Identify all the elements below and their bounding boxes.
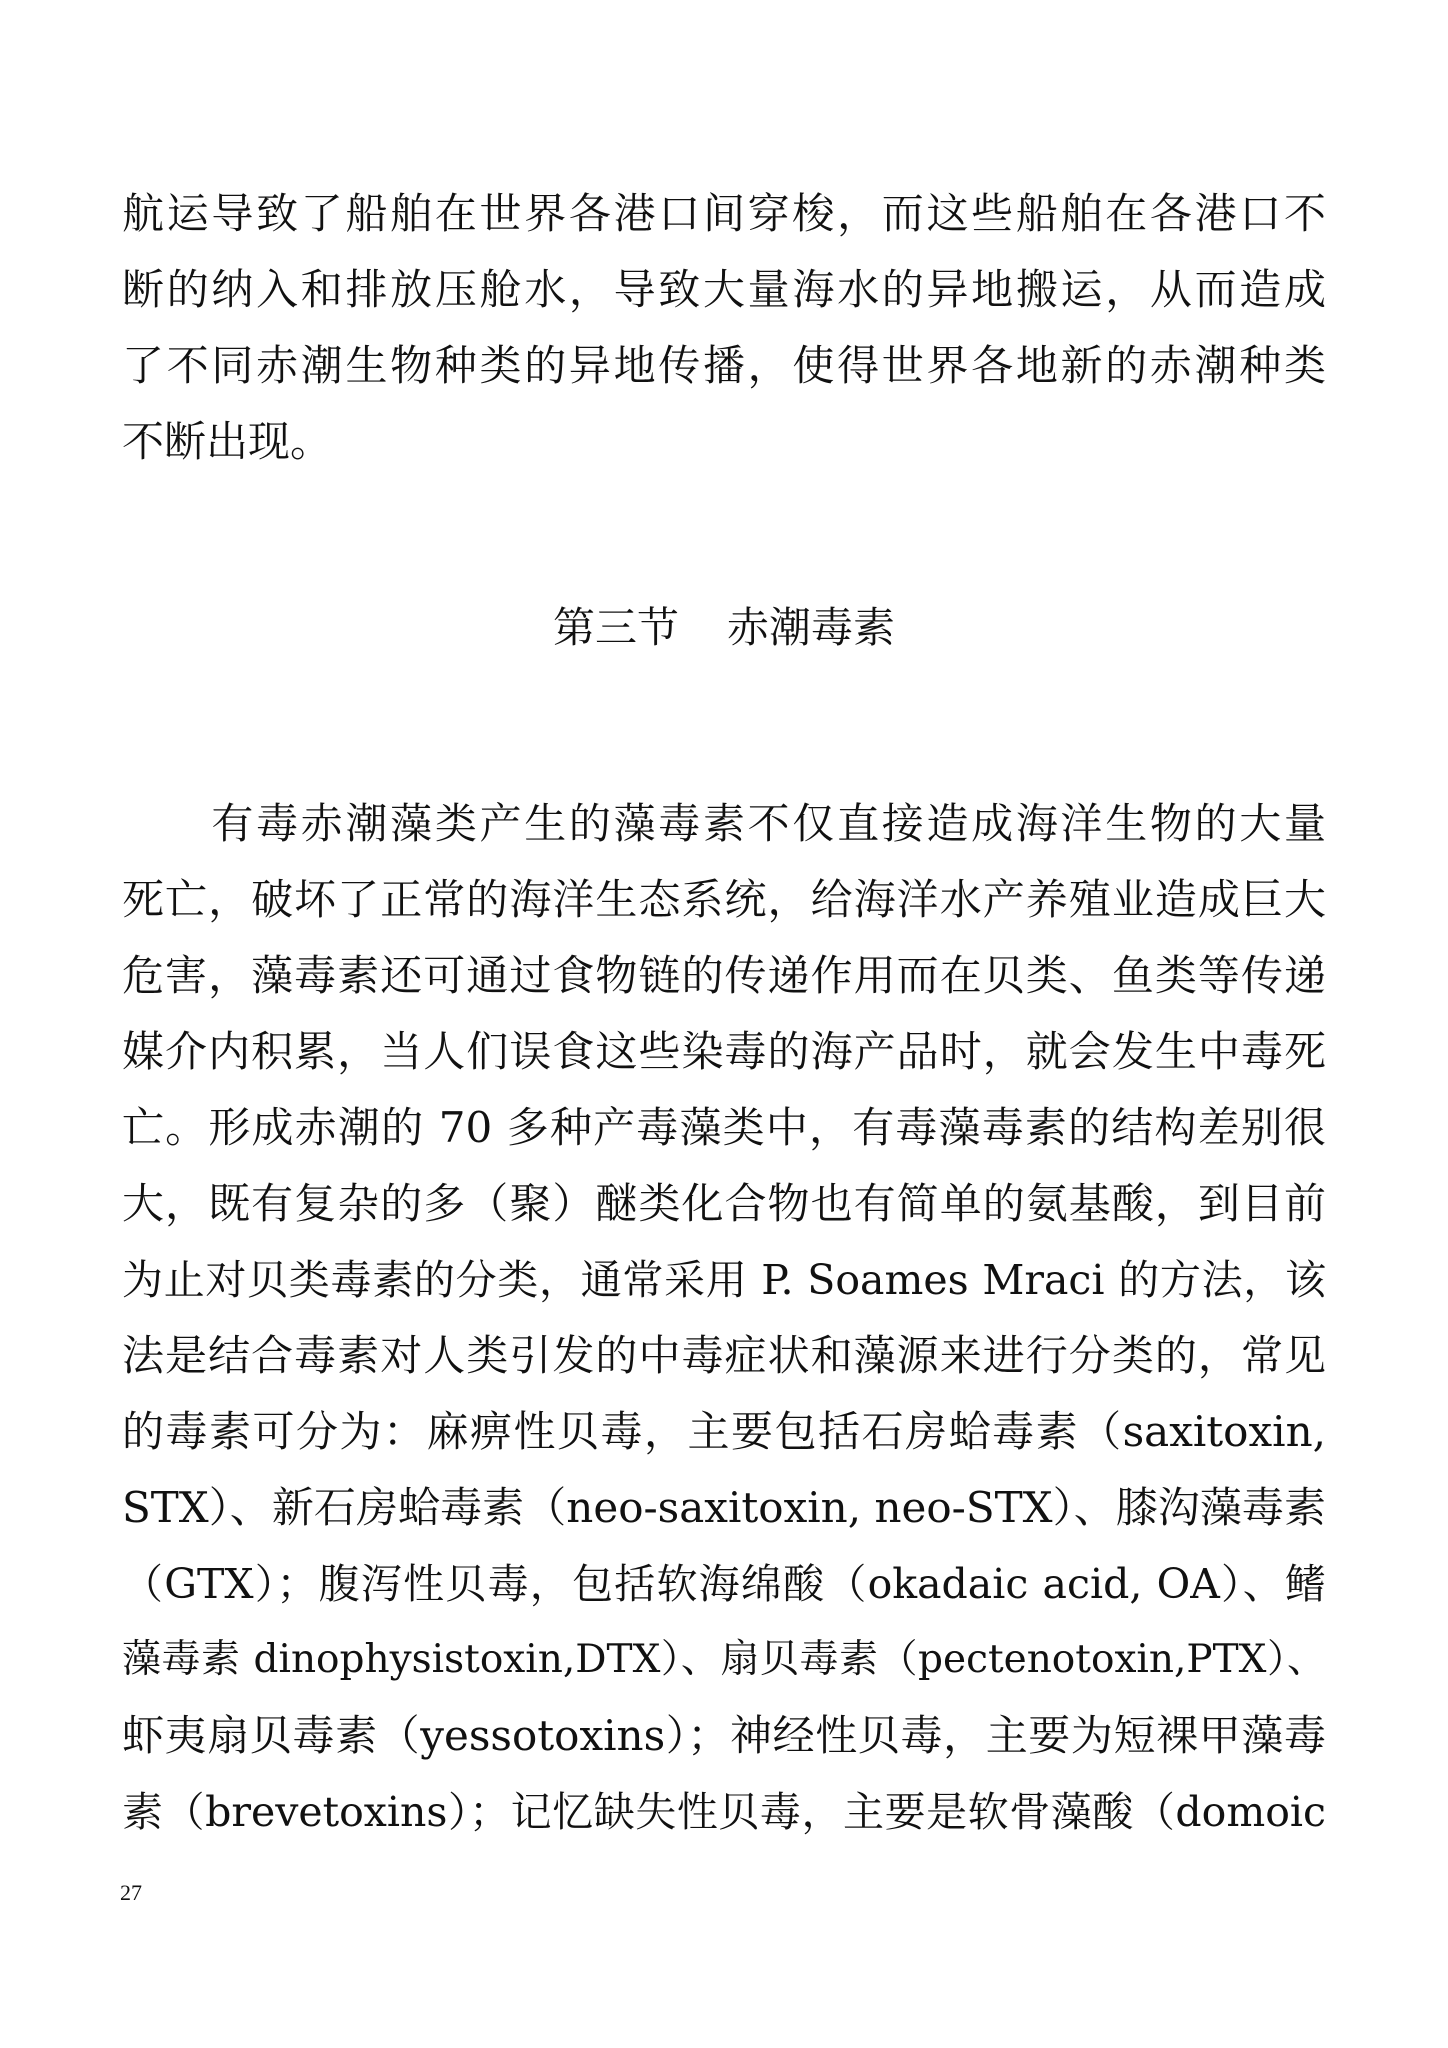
text-line: 素（brevetoxins）；记忆缺失性贝毒，主要是软骨藻酸（domoic (122, 1788, 1326, 1836)
text-line: 的毒素可分为：麻痹性贝毒，主要包括石房蛤毒素（saxitoxin, (122, 1407, 1326, 1456)
text-line: 不断出现。 (122, 417, 333, 466)
paragraph-shipping (122, 176, 1326, 480)
section-title: 赤潮毒素 (727, 603, 896, 652)
text-line: STX）、新石房蛤毒素（neo-saxitoxin, neo-STX）、膝沟藻毒素 (122, 1483, 1326, 1532)
text-line: 有毒赤潮藻类产生的藻毒素不仅直接造成海洋生物的大量 (122, 799, 1326, 848)
text-line: 危害，藻毒素还可通过食物链的传递作用而在贝类、鱼类等传递 (122, 951, 1326, 1000)
text-line: 断的纳入和排放压舱水，导致大量海水的异地搬运，从而造成 (122, 265, 1326, 314)
text-line: 航运导致了船舶在世界各港口间穿梭，而这些船舶在各港口不 (122, 189, 1326, 238)
section-heading (0, 598, 1448, 658)
text-line: 为止对贝类毒素的分类，通常采用 P. Soames Mraci 的方法，该 (122, 1256, 1326, 1304)
text-line: 了不同赤潮生物种类的异地传播，使得世界各地新的赤潮种类 (122, 341, 1326, 390)
text-line: 死亡，破坏了正常的海洋生态系统，给海洋水产养殖业造成巨大 (122, 875, 1326, 924)
paragraph-toxins (122, 786, 1326, 1850)
text-line: 亡。形成赤潮的 70 多种产毒藻类中，有毒藻毒素的结构差别很 (122, 1103, 1326, 1152)
page-number: 27 (120, 1880, 142, 1905)
text-line: 媒介内积累，当人们误食这些染毒的海产品时，就会发生中毒死 (122, 1027, 1326, 1076)
text-line: （GTX）；腹泻性贝毒，包括软海绵酸（okadaic acid, OA）、鳍 (122, 1560, 1326, 1608)
text-line: 虾夷扇贝毒素（yessotoxins）；神经性贝毒，主要为短裸甲藻毒 (122, 1711, 1326, 1760)
text-line: 大，既有复杂的多（聚）醚类化合物也有简单的氨基酸，到目前 (122, 1179, 1326, 1228)
section-number: 第三节 (552, 603, 679, 652)
text-line: 法是结合毒素对人类引发的中毒症状和藻源来进行分类的，常见 (122, 1331, 1326, 1380)
text-line: 藻毒素 dinophysistoxin,DTX）、扇贝毒素（pectenotoxin,PTX）、 (122, 1637, 1326, 1682)
